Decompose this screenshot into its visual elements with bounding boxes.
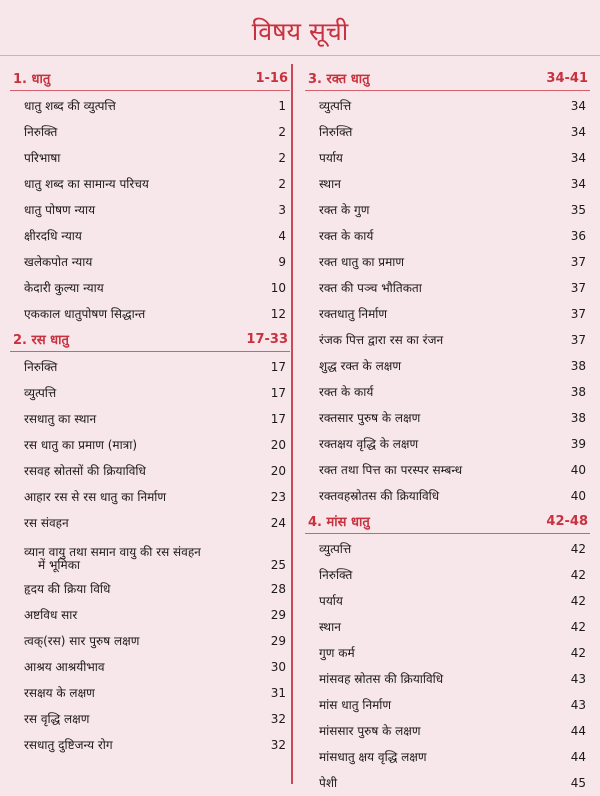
toc-entry-label (305, 438, 418, 451)
toc-entry[interactable] (305, 588, 590, 614)
chapter-page-range: 34-41 (546, 70, 588, 86)
toc-entry-label-text: आश्रय आश्रयीभाव (24, 659, 105, 674)
toc-entry[interactable] (305, 562, 590, 588)
toc-entry[interactable] (305, 640, 590, 666)
toc-entry-label (10, 100, 116, 113)
toc-entry-label (305, 412, 420, 425)
toc-entry-page: 37 (570, 332, 586, 347)
toc-entry-page: 35 (570, 202, 586, 217)
toc-entry-page: 37 (570, 254, 586, 269)
toc-entry-label-text: पेशी (319, 775, 338, 790)
toc-entry-label (10, 126, 57, 139)
toc-entry-label (10, 465, 146, 478)
toc-entry-label-text: गुण कर्म (319, 645, 355, 660)
toc-entry-label-text: धातु शब्द का सामान्य परिचय (24, 176, 149, 191)
toc-entry-label-text: धातु पोषण न्याय (24, 202, 96, 217)
toc-entry-label-text: रस धातु का प्रमाण (मात्रा) (24, 437, 138, 452)
toc-entry-label (305, 490, 439, 503)
toc-entry-label-text: स्थान (319, 619, 341, 634)
chapter-page-range: 42-48 (546, 513, 588, 529)
toc-entry-label (305, 230, 373, 243)
toc-entry-label (305, 100, 351, 113)
toc-entry[interactable] (10, 171, 290, 197)
toc-entry-label-text: रक्त के कार्य (319, 228, 374, 243)
toc-entry-label (10, 308, 145, 321)
title-divider (0, 55, 600, 56)
toc-entry[interactable] (305, 379, 590, 405)
toc-entry-label (305, 673, 443, 686)
toc-entry-label-text: अष्टविध सार (24, 607, 78, 622)
toc-entry-page: 39 (570, 436, 586, 451)
toc-entry[interactable] (10, 197, 290, 223)
toc-entry-label (10, 687, 95, 700)
toc-entry-label (10, 387, 56, 400)
toc-entry-page: 34 (570, 124, 586, 139)
toc-entry-page: 34 (570, 150, 586, 165)
toc-entry-page: 37 (570, 306, 586, 321)
toc-entry-label-text: हृदय की क्रिया विधि (24, 581, 111, 596)
toc-entry-label-text: एककाल धातुपोषण सिद्धान्त (24, 306, 146, 321)
toc-left-column (10, 66, 290, 758)
toc-entry-label (10, 204, 95, 217)
toc-entry[interactable] (10, 275, 290, 301)
toc-entry-page: 38 (570, 384, 586, 399)
toc-entry-label (10, 739, 113, 752)
toc-entry-page: 29 (270, 607, 286, 622)
toc-entry[interactable] (10, 458, 290, 484)
toc-entry-page: 2 (278, 124, 286, 139)
toc-entry-label-text: निरुक्ति (24, 124, 58, 139)
toc-entry[interactable] (10, 654, 290, 680)
toc-entry-label (10, 439, 137, 452)
toc-entry-label (10, 661, 105, 674)
toc-entry-label (10, 256, 92, 269)
toc-entry-label (10, 583, 110, 596)
toc-entry-label-text: केदारी कुल्या न्याय (24, 280, 104, 295)
toc-entry-label-text: निरुक्ति (319, 124, 353, 139)
toc-entry-label (305, 386, 373, 399)
toc-entry-page: 40 (570, 462, 586, 477)
toc-entry-page: 30 (270, 659, 286, 674)
toc-entry-label-text: रक्तक्षय वृद्धि के लक्षण (319, 436, 419, 451)
toc-entry-label-text: व्युत्पत्ति (24, 385, 57, 400)
toc-entry[interactable] (10, 680, 290, 706)
toc-entry-page: 40 (570, 488, 586, 503)
toc-entry-page: 38 (570, 358, 586, 373)
toc-entry-label-text: खलेकपोत न्याय (24, 254, 93, 269)
toc-entry-label-text: स्थान (319, 176, 341, 191)
toc-entry-label-text: रक्त की पञ्च भौतिकता (319, 280, 422, 295)
toc-entry-page: 17 (270, 359, 286, 374)
toc-entry-label-text: परिभाषा (24, 150, 61, 165)
toc-entry[interactable] (10, 145, 290, 171)
toc-entry[interactable] (305, 353, 590, 379)
toc-entry-label-text: व्यान वायु तथा समान वायु की रस संवहन (24, 545, 201, 559)
toc-entry[interactable] (305, 145, 590, 171)
toc-entry-label-text: पर्याय (319, 593, 343, 608)
toc-entry[interactable] (305, 483, 590, 509)
toc-entry-page: 17 (270, 411, 286, 426)
toc-entry-page: 24 (270, 515, 286, 530)
toc-entry[interactable] (10, 301, 290, 327)
toc-entry-page: 2 (278, 176, 286, 191)
toc-entry-label (305, 204, 369, 217)
toc-entry-label-text: रसवह स्रोतसों की क्रियाविधि (24, 463, 146, 478)
toc-entry-label-text: रक्त धातु का प्रमाण (319, 254, 405, 269)
toc-entry[interactable] (305, 93, 590, 119)
toc-entry[interactable] (305, 249, 590, 275)
toc-entry-label-text: रसधातु का स्थान (24, 411, 97, 426)
toc-entry-page: 3 (278, 202, 286, 217)
toc-entry-label-text: त्वक्(रस) सार पुरुष लक्षण (24, 633, 140, 648)
toc-entry-label-text: आहार रस से रस धातु का निर्माण (24, 489, 167, 504)
toc-entry-label (10, 361, 57, 374)
toc-entry-label (10, 713, 89, 726)
toc-entry[interactable] (10, 536, 290, 576)
toc-entry-label-text: निरुक्ति (24, 359, 58, 374)
toc-entry-label-continuation: में भूमिका (38, 558, 81, 572)
chapter-heading[interactable] (305, 66, 590, 91)
toc-entry-page: 44 (570, 723, 586, 738)
toc-entry[interactable] (305, 770, 590, 796)
toc-entry-label-text: पर्याय (319, 150, 343, 165)
column-divider (291, 64, 293, 784)
toc-entry[interactable] (10, 223, 290, 249)
toc-entry-label (305, 621, 341, 634)
toc-entry-label (10, 178, 149, 191)
toc-entry-page: 37 (570, 280, 586, 295)
toc-entry-label (305, 751, 427, 764)
chapter-heading[interactable] (10, 327, 290, 352)
toc-entry[interactable] (10, 576, 290, 602)
toc-entry-label (10, 230, 82, 243)
toc-entry[interactable] (305, 197, 590, 223)
toc-entry[interactable] (10, 706, 290, 732)
toc-entry-label (10, 546, 201, 572)
toc-entry-label-text: व्युत्पत्ति (319, 541, 352, 556)
toc-entry[interactable] (305, 119, 590, 145)
toc-entry[interactable] (10, 628, 290, 654)
toc-entry-label (305, 543, 351, 556)
toc-entry-label-text: शुद्ध रक्त के लक्षण (319, 358, 402, 373)
toc-entry-label (305, 699, 391, 712)
toc-entry[interactable] (305, 536, 590, 562)
toc-entry-label-text: क्षीरदधि न्याय (24, 228, 82, 243)
toc-entry-label (10, 635, 139, 648)
toc-entry-label-text: रक्त के कार्य (319, 384, 374, 399)
toc-entry-label-text: निरुक्ति (319, 567, 353, 582)
toc-entry[interactable] (10, 93, 290, 119)
toc-entry[interactable] (305, 275, 590, 301)
toc-entry-label (10, 413, 96, 426)
toc-right-column (305, 66, 590, 796)
toc-entry-page: 20 (270, 463, 286, 478)
toc-entry-label (305, 256, 404, 269)
toc-entry[interactable] (305, 301, 590, 327)
toc-entry-page: 42 (570, 567, 586, 582)
toc-entry-page: 20 (270, 437, 286, 452)
toc-entry[interactable] (10, 406, 290, 432)
toc-entry[interactable] (305, 692, 590, 718)
toc-entry-page: 29 (270, 633, 286, 648)
toc-entry-label (305, 178, 341, 191)
toc-entry[interactable] (305, 223, 590, 249)
toc-entry-label-text: व्युत्पत्ति (319, 98, 352, 113)
toc-entry-label (305, 569, 352, 582)
chapter-title: 2. रस धातु (13, 333, 69, 348)
toc-entry-label (10, 517, 69, 530)
toc-entry-label-text: रस संवहन (24, 515, 69, 530)
toc-entry[interactable] (10, 432, 290, 458)
toc-entry-label (305, 152, 343, 165)
toc-entry-label (305, 595, 343, 608)
chapter-heading[interactable] (305, 509, 590, 534)
toc-entry-page: 43 (570, 697, 586, 712)
toc-entry-label-text: मांस धातु निर्माण (319, 697, 392, 712)
toc-entry-page: 28 (270, 581, 286, 596)
toc-entry-page: 2 (278, 150, 286, 165)
toc-entry-label (305, 282, 422, 295)
toc-entry-label (305, 725, 421, 738)
toc-entry[interactable] (305, 327, 590, 353)
toc-entry-label-text: रसक्षय के लक्षण (24, 685, 95, 700)
chapter-page-range: 17-33 (246, 331, 288, 347)
toc-entry-label (305, 464, 462, 477)
toc-entry[interactable] (10, 484, 290, 510)
toc-entry-label-text: रक्तसार पुरुष के लक्षण (319, 410, 421, 425)
toc-entry-page: 31 (270, 685, 286, 700)
toc-entry-label (10, 152, 60, 165)
toc-entry[interactable] (305, 666, 590, 692)
toc-entry[interactable] (10, 119, 290, 145)
toc-entry-page: 9 (278, 254, 286, 269)
toc-entry-label (305, 647, 355, 660)
toc-entry-page: 1 (278, 98, 286, 113)
toc-entry[interactable] (305, 614, 590, 640)
chapter-page-range: 1-16 (255, 70, 288, 86)
toc-entry-page: 23 (270, 489, 286, 504)
toc-entry-page: 38 (570, 410, 586, 425)
toc-entry[interactable] (10, 510, 290, 536)
toc-entry-label-text: रस वृद्धि लक्षण (24, 711, 90, 726)
toc-entry-page: 17 (270, 385, 286, 400)
toc-entry[interactable] (305, 405, 590, 431)
toc-entry-label (305, 126, 352, 139)
toc-entry[interactable] (305, 718, 590, 744)
toc-entry-page: 32 (270, 737, 286, 752)
chapter-title: 1. धातु (13, 72, 51, 87)
chapter-title: 4. मांस धातु (308, 515, 370, 530)
toc-entry-page: 32 (270, 711, 286, 726)
toc-entry-label-text: रक्त तथा पित्त का परस्पर सम्बन्ध (319, 462, 463, 477)
toc-entry-page: 25 (270, 558, 286, 572)
toc-entry[interactable] (10, 249, 290, 275)
toc-entry-page: 42 (570, 593, 586, 608)
toc-entry-page: 34 (570, 176, 586, 191)
toc-entry[interactable] (305, 744, 590, 770)
toc-entry-label (10, 609, 77, 622)
toc-entry-page: 44 (570, 749, 586, 764)
toc-entry-label (305, 334, 443, 347)
toc-entry-page: 34 (570, 98, 586, 113)
toc-entry-label-text: रक्त के गुण (319, 202, 370, 217)
toc-entry-label (305, 360, 401, 373)
toc-entry-label-text: धातु शब्द की व्युत्पत्ति (24, 98, 116, 113)
toc-entry-label-text: मांससार पुरुष के लक्षण (319, 723, 421, 738)
toc-entry[interactable] (305, 457, 590, 483)
toc-entry[interactable] (305, 171, 590, 197)
toc-entry[interactable] (10, 732, 290, 758)
toc-entry-page: 12 (270, 306, 286, 321)
toc-entry-page: 43 (570, 671, 586, 686)
toc-entry-page: 36 (570, 228, 586, 243)
toc-entry-page: 42 (570, 645, 586, 660)
chapter-title: 3. रक्त धातु (308, 72, 370, 87)
toc-entry-label-text: मांसधातु क्षय वृद्धि लक्षण (319, 749, 427, 764)
toc-entry-page: 45 (570, 775, 586, 790)
toc-entry[interactable] (10, 354, 290, 380)
toc-entry-label-text: रक्तधातु निर्माण (319, 306, 388, 321)
toc-entry-label-text: रक्तवहस्रोतस की क्रियाविधि (319, 488, 440, 503)
toc-entry-label (305, 308, 387, 321)
toc-entry[interactable] (305, 431, 590, 457)
toc-entry-label-text: रंजक पित्त द्वारा रस का रंजन (319, 332, 444, 347)
toc-entry-label-text: रसधातु दुष्टिजन्य रोग (24, 737, 113, 752)
chapter-heading[interactable] (10, 66, 290, 91)
toc-entry-page: 10 (270, 280, 286, 295)
toc-entry-page: 42 (570, 619, 586, 634)
toc-entry-label-text: मांसवह स्रोतस की क्रियाविधि (319, 671, 444, 686)
toc-entry[interactable] (10, 602, 290, 628)
toc-entry[interactable] (10, 380, 290, 406)
toc-entry-page: 42 (570, 541, 586, 556)
toc-entry-page: 4 (278, 228, 286, 243)
toc-entry-label (10, 282, 104, 295)
page-title: विषय सूची (251, 17, 349, 46)
toc-entry-label (10, 491, 166, 504)
